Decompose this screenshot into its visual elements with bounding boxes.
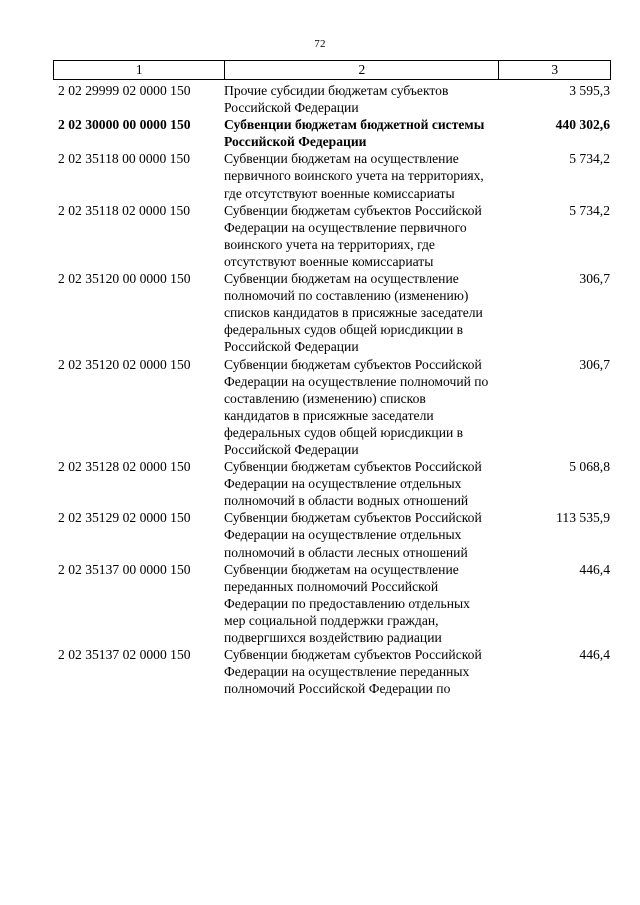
revenue-name: Субвенции бюджетам субъектов Российской Федерации на осуществление переданных полномочий Российской Федерации по — [224, 647, 482, 697]
table-header — [53, 60, 611, 80]
budget-code: 2 02 30000 00 0000 150 — [58, 117, 191, 133]
table-row — [58, 458, 610, 509]
table-row — [58, 509, 610, 560]
revenue-name: Прочие субсидии бюджетам субъектов Российской Федерации — [224, 83, 449, 116]
budget-code: 2 02 35137 00 0000 150 — [58, 561, 191, 577]
page-number: 72 — [314, 38, 326, 50]
revenue-name: Субвенции бюджетам на осуществление переданных полномочий Российской Федерации по предоставлению отдельных мер социальной поддержки граждан, подвергшихся воздействию радиации — [224, 561, 470, 645]
column-header-3: 3 — [551, 62, 559, 77]
amount: 5 068,8 — [569, 459, 610, 475]
amount: 113 535,9 — [556, 510, 610, 526]
table-row — [58, 116, 610, 150]
budget-code: 2 02 35120 02 0000 150 — [58, 356, 191, 372]
budget-code: 2 02 35120 00 0000 150 — [58, 271, 191, 287]
revenue-name: Субвенции бюджетам субъектов Российской Федерации на осуществление отдельных полномочий в области лесных отношений — [224, 510, 482, 560]
amount: 446,4 — [579, 647, 610, 663]
amount: 3 595,3 — [569, 83, 610, 98]
budget-code: 2 02 35128 02 0000 150 — [58, 459, 191, 475]
revenue-name: Субвенции бюджетам субъектов Российской Федерации на осуществление первичного воинского учета на территориях, где отсутствуют военные комиссариаты — [224, 202, 482, 269]
revenue-name: Субвенции бюджетам на осуществление первичного воинского учета на территориях, где отсутствуют военные комиссариаты — [224, 151, 484, 201]
budget-code: 2 02 35118 00 0000 150 — [58, 151, 191, 167]
revenue-name: Субвенции бюджетам бюджетной системы Российской Федерации — [224, 117, 485, 150]
table-row — [58, 356, 610, 459]
table-row — [58, 202, 610, 270]
revenue-name: Субвенции бюджетам субъектов Российской Федерации на осуществление отдельных полномочий в области водных отношений — [224, 459, 482, 509]
amount: 5 734,2 — [569, 202, 610, 218]
table-row — [58, 150, 610, 201]
table-body — [58, 82, 610, 697]
column-header-1: 1 — [54, 61, 225, 79]
table-row — [58, 270, 610, 355]
amount: 306,7 — [579, 356, 610, 372]
amount: 446,4 — [579, 561, 610, 577]
budget-code: 2 02 35129 02 0000 150 — [58, 510, 191, 526]
table-row — [58, 82, 610, 116]
table-row — [58, 561, 610, 646]
budget-code: 2 02 35137 02 0000 150 — [58, 647, 191, 663]
budget-code: 2 02 35118 02 0000 150 — [58, 202, 191, 218]
budget-code: 2 02 29999 02 0000 150 — [58, 83, 191, 98]
amount: 5 734,2 — [569, 151, 610, 167]
table-row — [58, 646, 610, 697]
revenue-name: Субвенции бюджетам на осуществление полномочий по составлению (изменению) списков кандидатов в присяжные заседатели федеральных судов общей юрисдикции в Российской Федерации — [224, 271, 483, 355]
column-header-2: 2 — [225, 61, 499, 79]
amount: 306,7 — [579, 271, 610, 287]
amount: 440 302,6 — [555, 117, 610, 133]
revenue-name: Субвенции бюджетам субъектов Российской Федерации на осуществление полномочий по составлению (изменению) списков кандидатов в присяжные заседатели федеральных судов общей юрисдикции в Российской Федерации — [224, 356, 489, 457]
